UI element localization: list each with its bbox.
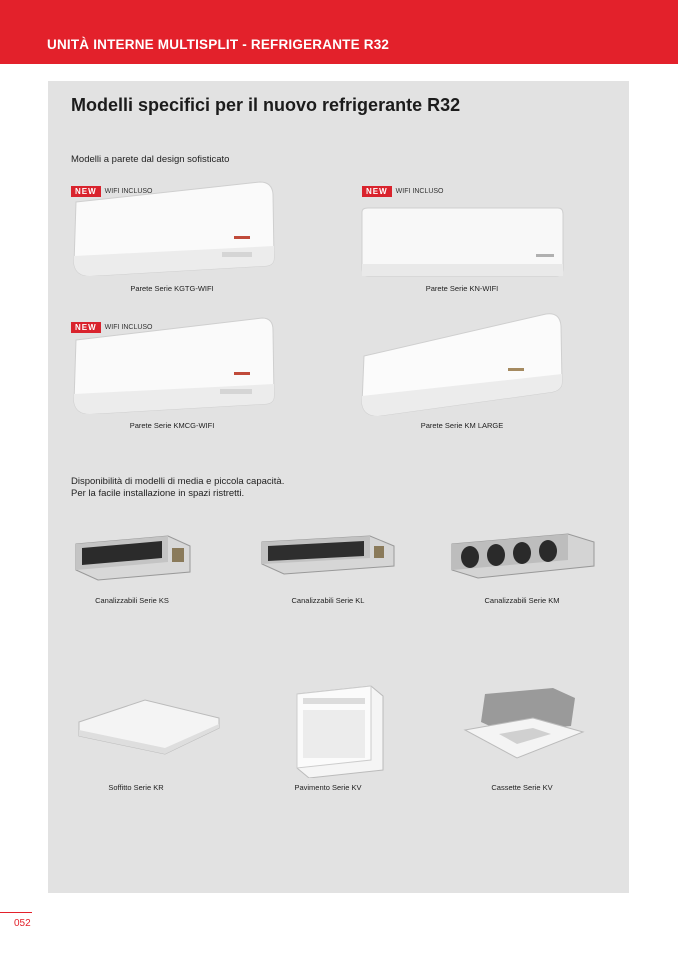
floor-kv-image bbox=[291, 684, 385, 778]
ducted-kl-image bbox=[260, 532, 397, 578]
cassette-kv-image bbox=[463, 686, 585, 762]
wifi-badge: WIFI INCLUSO bbox=[395, 188, 444, 195]
wifi-badge: WIFI INCLUSO bbox=[104, 188, 153, 195]
page-number-rule bbox=[0, 912, 32, 913]
badge-row-kn bbox=[362, 186, 444, 197]
caption-kl: Canalizzabili Serie KL bbox=[291, 596, 365, 605]
caption-km-large: Parete Serie KM LARGE bbox=[420, 421, 504, 430]
caption-kv-floor: Pavimento Serie KV bbox=[294, 783, 362, 792]
ducted-ks-image bbox=[72, 530, 197, 582]
wall-unit-kmcg-image bbox=[70, 316, 275, 414]
caption-kmcg: Parete Serie KMCG-WIFI bbox=[129, 421, 215, 430]
wall-unit-kn-image bbox=[360, 206, 565, 278]
wall-section-subtitle: Modelli a parete dal design sofisticato bbox=[71, 154, 230, 165]
page-heading: Modelli specifici per il nuovo refrigerante R32 bbox=[71, 95, 461, 115]
wifi-badge: WIFI INCLUSO bbox=[104, 324, 153, 331]
ducted-km-image bbox=[450, 530, 596, 582]
caption-ks: Canalizzabili Serie KS bbox=[95, 596, 169, 605]
new-badge: NEW bbox=[362, 186, 392, 197]
other-section-line2: Per la facile installazione in spazi ristretti. bbox=[71, 488, 245, 499]
new-badge: NEW bbox=[71, 186, 101, 197]
caption-km: Canalizzabili Serie KM bbox=[484, 596, 560, 605]
caption-kgtg: Parete Serie KGTG-WIFI bbox=[130, 284, 214, 293]
caption-kr: Soffitto Serie KR bbox=[108, 783, 164, 792]
caption-kn: Parete Serie KN-WIFI bbox=[425, 284, 499, 293]
header-title: UNITÀ INTERNE MULTISPLIT - REFRIGERANTE R32 bbox=[47, 37, 390, 52]
ceiling-kr-image bbox=[75, 696, 223, 758]
new-badge: NEW bbox=[71, 322, 101, 333]
wall-unit-kgtg-image bbox=[70, 180, 275, 276]
page-number: 052 bbox=[14, 918, 31, 929]
header-bar bbox=[0, 0, 678, 64]
caption-kv-cassette: Cassette Serie KV bbox=[491, 783, 553, 792]
wall-unit-km-large-image bbox=[360, 312, 563, 416]
other-section-line1: Disponibilità di modelli di media e piccola capacità. bbox=[71, 476, 285, 487]
